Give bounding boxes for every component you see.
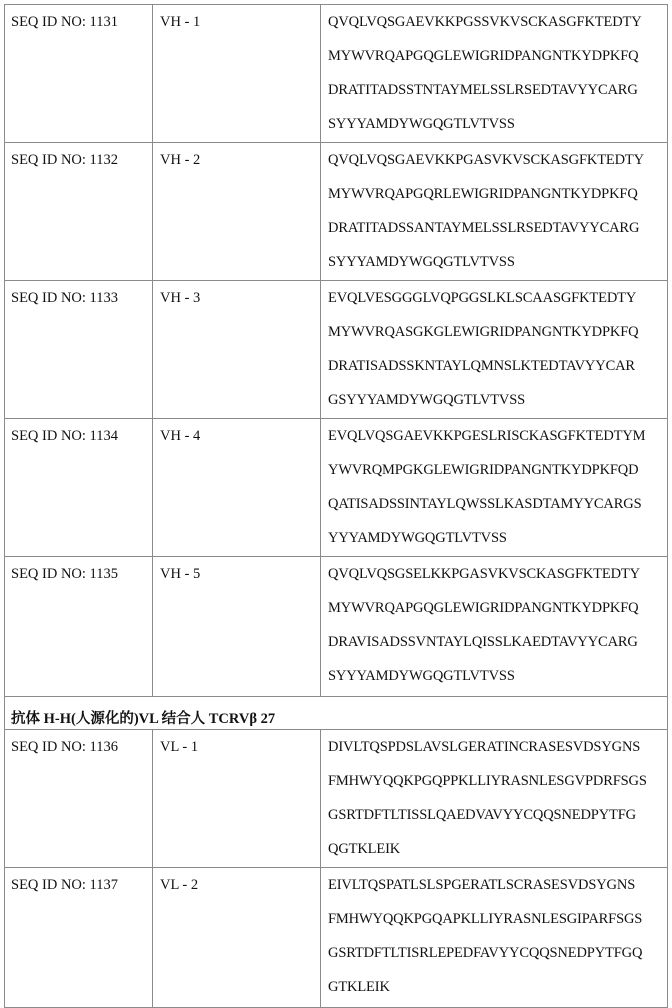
sequence-line: MYWVRQAPGQGLEWIGRIDPANGNTKYDPKFQ — [328, 600, 639, 616]
seq-id: SEQ ID NO: 1135 — [11, 566, 119, 582]
sequence-line: YWVRQMPGKGLEWIGRIDPANGNTKYDPKFQD — [328, 462, 639, 478]
sequence-cell — [321, 281, 668, 419]
sequence-cell — [321, 419, 668, 557]
seq-id: SEQ ID NO: 1137 — [11, 877, 119, 893]
sequence-line: QGTKLEIK — [328, 841, 401, 857]
seq-id: SEQ ID NO: 1132 — [11, 152, 119, 168]
sequence-line: EVQLVESGGGLVQPGGSLKLSCAASGFKTEDTY — [328, 290, 637, 306]
sequence-line: DRATITADSSTNTAYMELSSLRSEDTAVYYCARG — [328, 82, 638, 98]
table-row — [5, 730, 668, 868]
sequence-line: EIVLTQSPATLSLSPGERATLSCRASESVDSYGNS — [328, 877, 636, 893]
sequence-line: GSRTDFTLTISSLQAEDVAVYYCQQSNEDPYTFG — [328, 807, 636, 823]
seq-id-cell — [5, 5, 153, 143]
table-row — [5, 281, 668, 419]
chain-name: VH - 4 — [160, 428, 201, 444]
table-row — [5, 143, 668, 281]
chain-name-cell — [153, 419, 321, 557]
chain-name: VL - 2 — [160, 877, 199, 893]
table-row — [5, 868, 668, 1008]
chain-name: VH - 2 — [160, 152, 201, 168]
table-row — [5, 5, 668, 143]
sequence-cell — [321, 730, 668, 868]
sequence-cell — [321, 143, 668, 281]
sequence-line: FMHWYQQKPGQAPKLLIYRASNLESGIPARFSGS — [328, 911, 643, 927]
chain-name-cell — [153, 868, 321, 1008]
chain-name: VH - 3 — [160, 290, 201, 306]
sequence-line: GSRTDFTLTISRLEPEDFAVYYCQQSNEDPYTFGQ — [328, 945, 643, 961]
chain-name-cell — [153, 730, 321, 868]
sequence-line: DRAVISADSSVNTAYLQISSLKAEDTAVYYCARG — [328, 634, 638, 650]
table-row — [5, 419, 668, 557]
sequence-cell — [321, 557, 668, 697]
table-row — [5, 557, 668, 697]
sequence-line: MYWVRQASGKGLEWIGRIDPANGNTKYDPKFQ — [328, 324, 639, 340]
sequence-line: SYYYAMDYWGQGTLVTVSS — [328, 254, 515, 270]
chain-name-cell — [153, 557, 321, 697]
seq-id-cell — [5, 281, 153, 419]
sequence-line: SYYYAMDYWGQGTLVTVSS — [328, 116, 515, 132]
sequence-line: FMHWYQQKPGQPPKLLIYRASNLESGVPDRFSGS — [328, 773, 647, 789]
section-header: 抗体 H-H(人源化的)VL 结合人 TCRVβ 27 — [5, 697, 668, 730]
sequence-line: QVQLVQSGSELKKPGASVKVSCKASGFKTEDTY — [328, 566, 640, 582]
sequence-cell — [321, 5, 668, 143]
document-page — [4, 4, 668, 1008]
seq-id: SEQ ID NO: 1134 — [11, 428, 119, 444]
chain-name-cell — [153, 281, 321, 419]
seq-id-cell — [5, 557, 153, 697]
sequence-line: QATISADSSINTAYLQWSSLKASDTAMYYCARGS — [328, 496, 642, 512]
sequence-line: MYWVRQAPGQRLEWIGRIDPANGNTKYDPKFQ — [328, 186, 638, 202]
seq-id-cell — [5, 419, 153, 557]
section-header-row — [5, 697, 668, 730]
sequence-line: QVQLVQSGAEVKKPGSSVKVSCKASGFKTEDTY — [328, 14, 642, 30]
seq-id: SEQ ID NO: 1131 — [11, 14, 119, 30]
sequence-line: DRATISADSSKNTAYLQMNSLKTEDTAVYYCAR — [328, 358, 635, 374]
seq-id-cell — [5, 730, 153, 868]
sequence-line: GTKLEIK — [328, 979, 390, 995]
sequence-line: MYWVRQAPGQGLEWIGRIDPANGNTKYDPKFQ — [328, 48, 639, 64]
sequence-line: EVQLVQSGAEVKKPGESLRISCKASGFKTEDTYM — [328, 428, 646, 444]
sequence-line: QVQLVQSGAEVKKPGASVKVSCKASGFKTEDTY — [328, 152, 644, 168]
chain-name-cell — [153, 143, 321, 281]
sequence-line: GSYYYAMDYWGQGTLVTVSS — [328, 392, 526, 408]
sequence-line: YYYAMDYWGQGTLVTVSS — [328, 530, 507, 546]
seq-id: SEQ ID NO: 1136 — [11, 739, 119, 755]
seq-id-cell — [5, 868, 153, 1008]
sequence-table — [4, 4, 668, 1008]
seq-id: SEQ ID NO: 1133 — [11, 290, 119, 306]
sequence-line: SYYYAMDYWGQGTLVTVSS — [328, 668, 515, 684]
chain-name: VH - 1 — [160, 14, 201, 30]
chain-name-cell — [153, 5, 321, 143]
chain-name: VH - 5 — [160, 566, 201, 582]
sequence-line: DRATITADSSANTAYMELSSLRSEDTAVYYCARG — [328, 220, 640, 236]
chain-name: VL - 1 — [160, 739, 199, 755]
seq-id-cell — [5, 143, 153, 281]
sequence-line: DIVLTQSPDSLAVSLGERATINCRASESVDSYGNS — [328, 739, 641, 755]
sequence-cell — [321, 868, 668, 1008]
